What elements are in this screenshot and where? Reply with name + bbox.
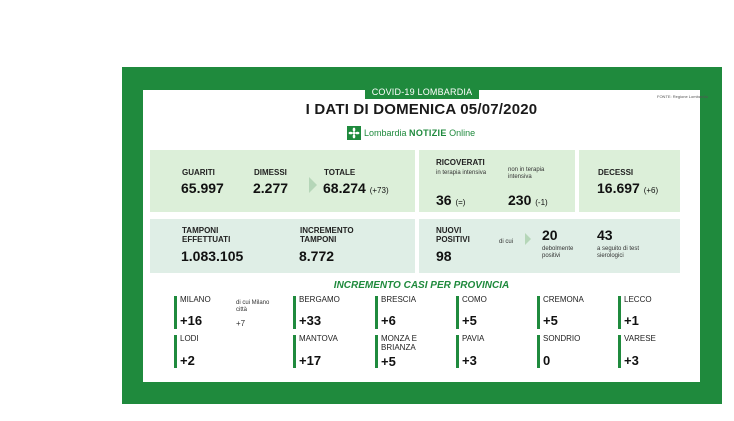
nuovi-label: NUOVI POSITIVI bbox=[436, 226, 470, 244]
di-cui-label: di cui bbox=[499, 239, 514, 245]
totale-value-wrap bbox=[323, 180, 389, 196]
province-value: +3 bbox=[624, 353, 639, 368]
province-bar bbox=[537, 296, 540, 329]
logo-text-3: Online bbox=[446, 128, 476, 138]
non-terapia-label: non in terapia intensiva bbox=[508, 167, 545, 180]
province-name: MANTOVA bbox=[299, 334, 338, 343]
terapia-delta: (=) bbox=[455, 198, 466, 207]
logo-text-2: NOTIZIE bbox=[409, 128, 447, 138]
province-bar bbox=[618, 296, 621, 329]
non-terapia-value-wrap bbox=[508, 192, 548, 208]
page-title: I DATI DI DOMENICA 05/07/2020 bbox=[305, 101, 538, 118]
province-name: BERGAMO bbox=[299, 295, 340, 304]
sierologici-value: 43 bbox=[597, 227, 613, 243]
debolmente-value: 20 bbox=[542, 227, 558, 243]
decessi-value-wrap bbox=[597, 180, 658, 196]
province-name: BRESCIA bbox=[381, 295, 417, 304]
tamponi-value: 1.083.105 bbox=[181, 248, 244, 264]
province-value: +6 bbox=[381, 313, 396, 328]
province-value: 0 bbox=[543, 353, 551, 368]
totale-value: 68.274 bbox=[323, 180, 366, 196]
nuovi-value: 98 bbox=[436, 248, 452, 264]
province-value: +5 bbox=[543, 313, 558, 328]
dimessi-value: 2.277 bbox=[253, 180, 289, 196]
terapia-value: 36 bbox=[436, 192, 452, 208]
milano-city-value: +7 bbox=[236, 319, 246, 328]
arrow-right-icon bbox=[525, 233, 531, 245]
province-name: LODI bbox=[180, 334, 199, 343]
province-bar bbox=[375, 335, 378, 368]
province-bar bbox=[293, 335, 296, 368]
province-name: COMO bbox=[462, 295, 487, 304]
province-bar bbox=[537, 335, 540, 368]
province-name: LECCO bbox=[624, 295, 652, 304]
province-name: SONDRIO bbox=[543, 334, 581, 343]
province-value: +5 bbox=[462, 313, 477, 328]
province-bar bbox=[456, 296, 459, 329]
logo-text-1: Lombardia bbox=[364, 128, 410, 138]
header-tag: COVID-19 LOMBARDIA bbox=[365, 85, 479, 99]
lombardia-rose-icon bbox=[347, 126, 361, 140]
decessi-label: DECESSI bbox=[598, 168, 634, 177]
province-bar bbox=[375, 296, 378, 329]
brand-logo[interactable] bbox=[347, 126, 475, 140]
dimessi-label: DIMESSI bbox=[254, 168, 287, 177]
non-terapia-value: 230 bbox=[508, 192, 532, 208]
province-bar bbox=[618, 335, 621, 368]
province-bar bbox=[293, 296, 296, 329]
province-value: +3 bbox=[462, 353, 477, 368]
ricoverati-label: RICOVERATI bbox=[436, 158, 485, 167]
province-value: +16 bbox=[180, 313, 203, 328]
debolmente-label: debolmente positivi bbox=[542, 246, 574, 259]
province-name: PAVIA bbox=[462, 334, 485, 343]
milano-city-note: di cui Milano città bbox=[236, 300, 270, 313]
decessi-value: 16.697 bbox=[597, 180, 640, 196]
provinces-title: INCREMENTO CASI PER PROVINCIA bbox=[333, 280, 510, 291]
sierologici-label: a seguito di test sierologici bbox=[597, 246, 640, 259]
province-name: MILANO bbox=[180, 295, 211, 304]
province-bar bbox=[456, 335, 459, 368]
incremento-value: 8.772 bbox=[299, 248, 335, 264]
province-value: +1 bbox=[624, 313, 639, 328]
totale-delta: (+73) bbox=[369, 186, 389, 195]
province-bar bbox=[174, 296, 177, 329]
guariti-label: GUARITI bbox=[182, 168, 215, 177]
province-value: +2 bbox=[180, 353, 195, 368]
totale-label: TOTALE bbox=[324, 168, 356, 177]
province-name: MONZA E BRIANZA bbox=[381, 334, 418, 352]
decessi-delta: (+6) bbox=[643, 186, 659, 195]
province-name: VARESE bbox=[624, 334, 656, 343]
province-value: +17 bbox=[299, 353, 322, 368]
province-value: +5 bbox=[381, 354, 396, 369]
guariti-value: 65.997 bbox=[181, 180, 224, 196]
province-value: +33 bbox=[299, 313, 322, 328]
incremento-label: INCREMENTO TAMPONI bbox=[300, 226, 354, 244]
source-credit: FONTE: Regione Lombardia bbox=[657, 94, 708, 99]
arrow-right-icon bbox=[309, 177, 317, 193]
province-bar bbox=[174, 335, 177, 368]
tamponi-label: TAMPONI EFFETTUATI bbox=[182, 226, 231, 244]
province-name: CREMONA bbox=[543, 295, 584, 304]
non-terapia-delta: (-1) bbox=[535, 198, 548, 207]
terapia-label: in terapia intensiva bbox=[436, 170, 487, 176]
terapia-value-wrap bbox=[436, 192, 465, 208]
